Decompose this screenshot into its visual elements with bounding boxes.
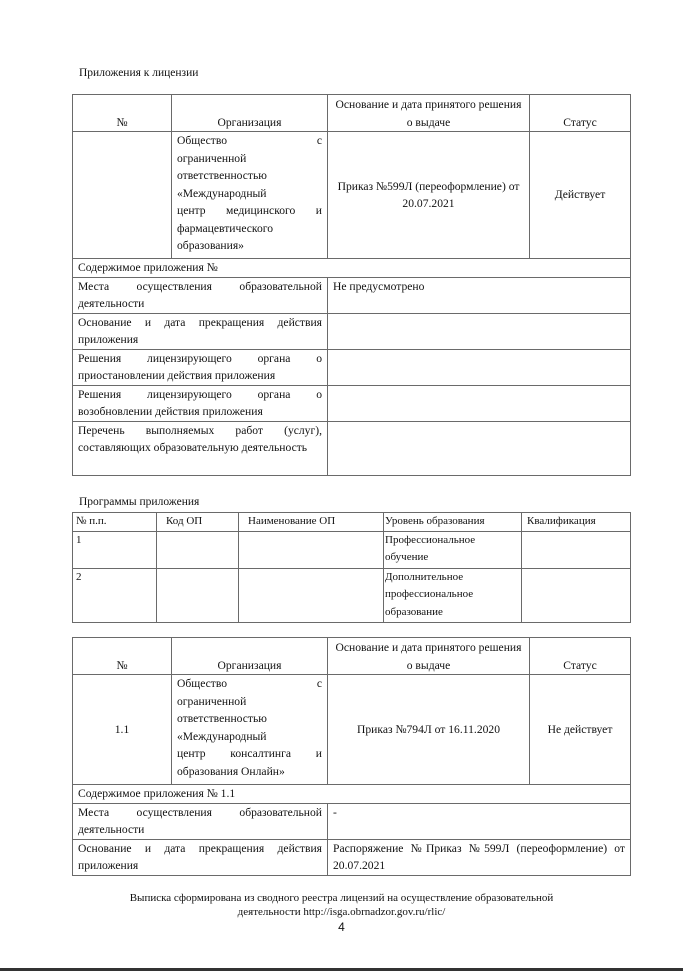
programs-header-row [73, 513, 631, 532]
program-code [157, 568, 239, 622]
program-code [157, 531, 239, 568]
header-program-level: Уровень образования [384, 513, 522, 532]
program-name [239, 531, 384, 568]
detail-value [328, 349, 631, 385]
program-qualification [522, 531, 631, 568]
header-program-name: Наименование ОП [239, 513, 384, 532]
header-program-qualification: Квалификация [522, 513, 631, 532]
row-number [73, 132, 172, 259]
header-basis: Основание и дата принятого решения о выдаче [328, 95, 530, 132]
program-level: Дополнительное профессиональное образование [384, 568, 522, 622]
detail-row [73, 349, 631, 385]
row-number: 1.1 [73, 675, 172, 785]
programs-table [72, 512, 631, 623]
program-name [239, 568, 384, 622]
appendix-table-2 [72, 637, 631, 876]
row-basis: Приказ №794Л от 16.11.2020 [328, 675, 530, 785]
table-row [73, 132, 631, 259]
detail-value: Распоряжение №Приказ №599Л (переоформление) от 20.07.2021 [328, 839, 631, 875]
program-level: Профессиональное обучение [384, 531, 522, 568]
detail-label: Места осуществления образовательной деятельности [73, 803, 328, 839]
program-number: 1 [73, 531, 157, 568]
footer-line-1: Выписка сформирована из сводного реестра лицензий на осуществление образовательной [129, 892, 554, 904]
section-title-programs: Программы приложения [79, 496, 200, 508]
content-title: Содержимое приложения № 1.1 [73, 785, 631, 804]
detail-row [73, 277, 631, 313]
header-number: № [73, 638, 172, 675]
header-basis: Основание и дата принятого решения о выдаче [328, 638, 530, 675]
row-organization: Общество с ограниченной ответственностью «Международный центр медицинского и фармацевтического образования» [172, 132, 328, 259]
program-row [73, 568, 631, 622]
row-status: Действует [530, 132, 631, 259]
header-organization: Организация [172, 638, 328, 675]
detail-label: Решения лицензирующего органа о приостановлении действия приложения [73, 349, 328, 385]
detail-value: Не предусмотрено [328, 277, 631, 313]
detail-row [73, 385, 631, 421]
footer-line-2: деятельности http://isga.obrnadzor.gov.ru/rlic/ [237, 906, 446, 918]
detail-label: Основание и дата прекращения действия приложения [73, 839, 328, 875]
table-row [73, 675, 631, 785]
detail-value [328, 313, 631, 349]
header-organization: Организация [172, 95, 328, 132]
row-organization: Общество с ограниченной ответственностью «Международный центр консалтинга и образования Онлайн» [172, 675, 328, 785]
table-header-row [73, 638, 631, 675]
header-status: Статус [530, 95, 631, 132]
header-program-code: Код ОП [157, 513, 239, 532]
header-program-number: № п.п. [73, 513, 157, 532]
detail-label: Перечень выполняемых работ (услуг), составляющих образовательную деятельность [73, 421, 328, 475]
section-title-appendices: Приложения к лицензии [79, 67, 199, 79]
detail-label: Основание и дата прекращения действия приложения [73, 313, 328, 349]
content-title: Содержимое приложения № [73, 259, 631, 278]
table-header-row [73, 95, 631, 132]
detail-row [73, 839, 631, 875]
detail-value: - [328, 803, 631, 839]
detail-label: Места осуществления образовательной деятельности [73, 277, 328, 313]
detail-label: Решения лицензирующего органа о возобновлении действия приложения [73, 385, 328, 421]
header-status: Статус [530, 638, 631, 675]
detail-row [73, 803, 631, 839]
program-number: 2 [73, 568, 157, 622]
appendix-table-1 [72, 94, 631, 476]
content-title-row [73, 259, 631, 278]
detail-row [73, 421, 631, 475]
row-status: Не действует [530, 675, 631, 785]
program-row [73, 531, 631, 568]
program-qualification [522, 568, 631, 622]
detail-row [73, 313, 631, 349]
row-basis: Приказ №599Л (переоформление) от 20.07.2021 [328, 132, 530, 259]
detail-value [328, 421, 631, 475]
content-title-row [73, 785, 631, 804]
detail-value [328, 385, 631, 421]
page-number: 4 [338, 920, 345, 934]
header-number: № [73, 95, 172, 132]
